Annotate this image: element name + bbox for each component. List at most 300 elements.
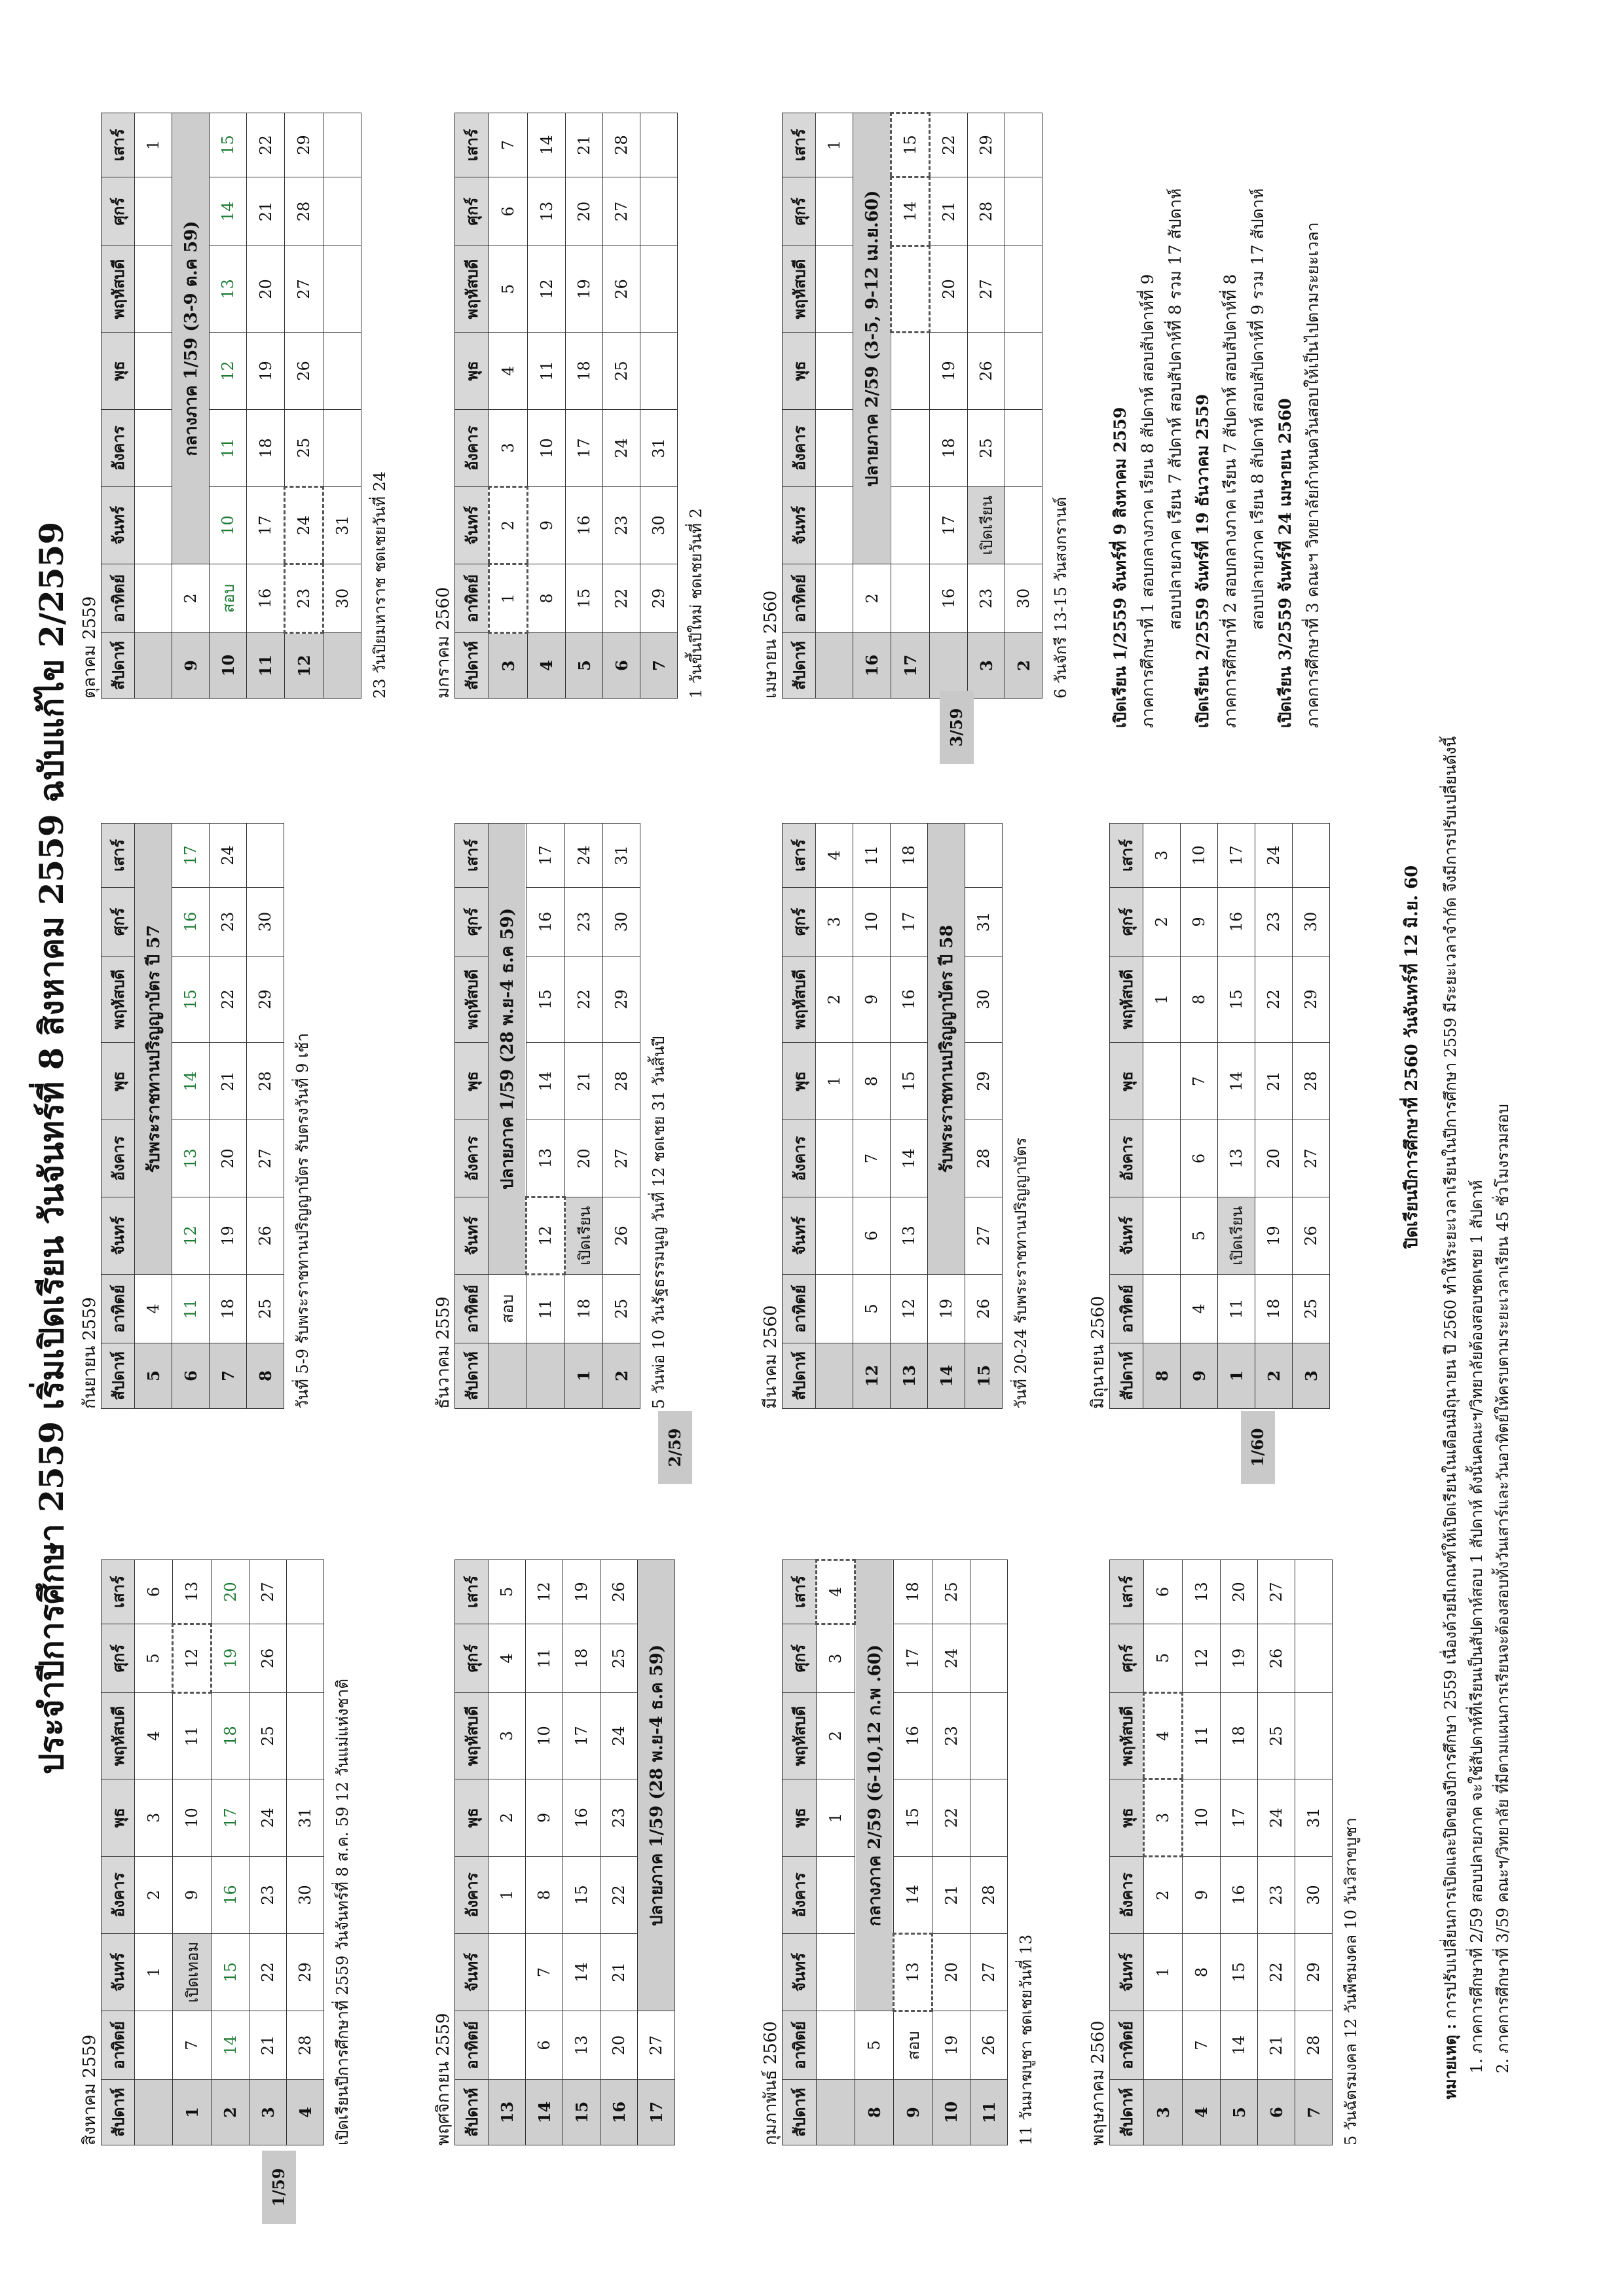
- day-cell: 30: [247, 888, 284, 957]
- day-cell: [135, 177, 172, 246]
- day-cell: 29: [965, 1043, 1003, 1120]
- day-header: พุธ: [101, 1779, 135, 1857]
- week-row: [928, 824, 965, 1409]
- day-header: เสาร์: [783, 824, 816, 888]
- day-cell: 20: [1255, 1120, 1293, 1197]
- day-cell: 6: [526, 2011, 563, 2080]
- week-number: 11: [247, 633, 285, 699]
- day-cell: 9: [173, 1857, 212, 1934]
- week-number: 8: [247, 1343, 284, 1409]
- day-cell: [1143, 1197, 1181, 1275]
- day-cell: [965, 824, 1003, 888]
- day-cell: 19: [563, 1560, 600, 1624]
- day-cell: 1: [1143, 957, 1181, 1043]
- day-header: อาทิตย์: [1110, 2011, 1144, 2080]
- day-header: อาทิตย์: [783, 1275, 816, 1343]
- day-cell: 22: [247, 113, 285, 177]
- day-cell: 20: [932, 1934, 970, 2011]
- day-cell: 22: [930, 113, 968, 177]
- day-cell: 31: [1295, 1779, 1333, 1857]
- day-header: จันทร์: [101, 487, 135, 564]
- day-cell: 15: [894, 1779, 932, 1857]
- week-number: 4: [287, 2080, 324, 2145]
- day-cell: 28: [968, 177, 1005, 246]
- day-cell: 14: [526, 1043, 565, 1120]
- day-cell: 2: [816, 957, 853, 1043]
- day-cell: [323, 333, 361, 410]
- day-cell: 26: [249, 1624, 287, 1693]
- day-cell: 24: [1255, 824, 1293, 888]
- day-cell: 14: [210, 177, 247, 246]
- day-cell: 18: [566, 333, 603, 410]
- day-cell: [323, 177, 361, 246]
- day-cell: [323, 246, 361, 333]
- day-cell: 13: [528, 177, 566, 246]
- week-number: [135, 2080, 173, 2145]
- month-calendar: [760, 823, 1033, 1409]
- week-row: [489, 113, 528, 699]
- day-cell: 30: [965, 957, 1003, 1043]
- day-cell: สอบ: [894, 2011, 932, 2080]
- week-number: 6: [1258, 2080, 1295, 2145]
- day-cell: 1: [135, 113, 172, 177]
- day-cell: 7: [1183, 2011, 1221, 2080]
- week-row: [210, 113, 247, 699]
- day-cell: [816, 1197, 853, 1275]
- day-header: จันทร์: [101, 1934, 135, 2011]
- week-row: [603, 113, 640, 699]
- day-header: ศุกร์: [1110, 1624, 1144, 1693]
- day-cell: 23: [603, 487, 640, 564]
- day-cell: 12: [1183, 1624, 1221, 1693]
- day-header: สัปดาห์: [101, 2080, 135, 2145]
- day-cell: [970, 1693, 1008, 1779]
- day-cell: 2: [489, 1779, 526, 1857]
- week-row: [287, 1560, 324, 2145]
- day-cell: 27: [965, 1197, 1003, 1275]
- day-header: สัปดาห์: [1110, 1343, 1143, 1409]
- note-line: 2. ภาคการศึกษาที่ 3/59 คณะฯ/วิทยาลัย ที่มีตามแผนการเรียนจะต้องสอบทั้งวันเสาร์และวันอาทิตย์ให้ครบตามระยะเวลาเรียน 45 ชั่วโมงรวมสอบ: [1494, 1104, 1512, 2073]
- day-cell: [287, 1560, 324, 1624]
- day-cell: 4: [489, 1624, 526, 1693]
- day-cell: 18: [930, 410, 968, 487]
- day-cell: 11: [1183, 1693, 1221, 1779]
- day-cell: 24: [210, 824, 247, 888]
- day-cell: 30: [1293, 888, 1330, 957]
- day-cell: 5: [1181, 1197, 1218, 1275]
- day-header: เสาร์: [101, 824, 135, 888]
- day-cell: 28: [965, 1120, 1003, 1197]
- day-cell: 11: [526, 1275, 565, 1343]
- day-cell: [817, 1857, 855, 1934]
- week-number: 3: [489, 633, 528, 699]
- note-line: การปรับเปลี่ยนการเปิดและปิดของปีการศึกษา 2559 เนื่องด้วยมีเกณฑ์ให้เปิดเรียนในเดือนมิถุนายน ปี 2560 ทำให้ระยะเวลาเรียนในปีการศึกษา 2559 มีระยะเวลาจำกัด จึงมีการปรับเปลี่ยนดังนี้: [1441, 736, 1460, 2019]
- week-number: 11: [970, 2080, 1008, 2145]
- day-cell: 3: [817, 1624, 855, 1693]
- day-cell: 25: [603, 1275, 640, 1343]
- day-header: อาทิตย์: [455, 564, 489, 633]
- day-cell: [640, 177, 678, 246]
- week-row: [965, 824, 1003, 1409]
- day-cell: 31: [287, 1779, 324, 1857]
- week-number: 15: [563, 2080, 600, 2145]
- day-header: พฤหัสบดี: [455, 246, 489, 333]
- week-number: 14: [526, 2080, 563, 2145]
- day-cell: 7: [853, 1120, 891, 1197]
- day-cell: 16: [930, 564, 968, 633]
- day-cell: 6: [489, 177, 528, 246]
- day-header: สัปดาห์: [101, 1343, 135, 1409]
- day-cell: 1: [816, 1043, 853, 1120]
- notes-label: หมายเหตุ :: [1441, 2023, 1460, 2100]
- day-cell: 28: [603, 113, 640, 177]
- day-cell: 14: [563, 1934, 600, 2011]
- day-header: ศุกร์: [455, 1624, 489, 1693]
- day-cell: 21: [249, 2011, 287, 2080]
- day-cell: สอบ: [489, 1275, 526, 1343]
- day-header: เสาร์: [455, 113, 489, 177]
- day-header: ศุกร์: [1110, 888, 1143, 957]
- month-table: [454, 823, 640, 1409]
- week-number: [816, 1343, 853, 1409]
- day-cell: 21: [1255, 1043, 1293, 1120]
- day-cell: 4: [816, 824, 853, 888]
- day-cell: 5: [855, 2011, 894, 2080]
- day-header: อังคาร: [783, 1120, 816, 1197]
- day-cell: [640, 246, 678, 333]
- day-cell: 15: [891, 1043, 928, 1120]
- day-cell: [1005, 246, 1043, 333]
- day-header: พุธ: [1110, 1779, 1144, 1857]
- day-cell: 26: [600, 1560, 638, 1624]
- day-cell: 27: [249, 1560, 287, 1624]
- week-row: [528, 113, 566, 699]
- day-cell: 25: [603, 333, 640, 410]
- month-note: 1 วันขึ้นปีใหม่ ชดเชยวันที่ 2: [687, 508, 705, 699]
- week-row: [1144, 1560, 1183, 2145]
- day-cell: 13: [172, 1120, 210, 1197]
- week-row: [489, 1560, 526, 2145]
- day-cell: 22: [249, 1934, 287, 2011]
- day-cell: 18: [212, 1693, 249, 1779]
- week-row: [173, 1560, 212, 2145]
- day-cell: 25: [600, 1624, 638, 1693]
- week-row: [638, 1560, 675, 2145]
- day-cell: 6: [853, 1197, 891, 1275]
- day-cell: 23: [968, 564, 1005, 633]
- day-cell: 24: [603, 410, 640, 487]
- day-cell: 4: [1144, 1693, 1183, 1779]
- event-band: รับพระราชทานปริญญาบัตร ปี 58: [928, 824, 965, 1275]
- day-cell: 19: [247, 333, 285, 410]
- day-cell: [816, 487, 853, 564]
- month-calendar: [1087, 1559, 1363, 2145]
- day-header: ศุกร์: [783, 888, 816, 957]
- day-header: จันทร์: [455, 1197, 489, 1275]
- week-number: 7: [640, 633, 678, 699]
- week-number: [489, 1343, 526, 1409]
- day-header: พุธ: [1110, 1043, 1143, 1120]
- day-cell: 23: [565, 888, 603, 957]
- day-cell: 31: [603, 824, 640, 888]
- week-row: [172, 824, 210, 1409]
- month-table: [454, 1559, 675, 2145]
- day-cell: 12: [172, 1197, 210, 1275]
- day-cell: 7: [489, 113, 528, 177]
- week-row: [1143, 824, 1181, 1409]
- day-cell: 19: [932, 2011, 970, 2080]
- week-number: 12: [285, 633, 323, 699]
- week-number: 7: [210, 1343, 247, 1409]
- day-cell: [287, 1624, 324, 1693]
- day-cell: [135, 487, 172, 564]
- week-number: [817, 2080, 855, 2145]
- day-cell: 18: [563, 1624, 600, 1693]
- day-cell: 4: [1181, 1275, 1218, 1343]
- week-row: [891, 824, 928, 1409]
- day-header: เสาร์: [101, 1560, 135, 1624]
- day-cell: 23: [932, 1693, 970, 1779]
- day-header: พุธ: [783, 1779, 817, 1857]
- day-cell: 19: [928, 1275, 965, 1343]
- week-number: 6: [172, 1343, 210, 1409]
- day-cell: 10: [528, 410, 566, 487]
- day-cell: 26: [247, 1197, 284, 1275]
- day-cell: 4: [817, 1560, 855, 1624]
- month-calendar: [432, 1559, 675, 2145]
- day-cell: [816, 1275, 853, 1343]
- day-cell: 18: [894, 1560, 932, 1624]
- week-number: 3: [249, 2080, 287, 2145]
- day-cell: 16: [526, 888, 565, 957]
- day-header: อาทิตย์: [101, 564, 135, 633]
- day-cell: 21: [565, 1043, 603, 1120]
- day-cell: 1: [135, 1934, 173, 2011]
- day-cell: 20: [930, 246, 968, 333]
- day-cell: 26: [1293, 1197, 1330, 1275]
- month-name: มกราคม 2560: [434, 587, 453, 699]
- month-name: สิงหาคม 2559: [80, 2034, 100, 2145]
- day-cell: [135, 564, 172, 633]
- day-cell: 17: [1221, 1779, 1258, 1857]
- day-cell: 28: [603, 1043, 640, 1120]
- day-cell: 3: [816, 888, 853, 957]
- month-calendar: [1087, 823, 1330, 1409]
- day-cell: 15: [891, 113, 930, 177]
- day-cell: 15: [526, 957, 565, 1043]
- day-cell: 13: [1218, 1120, 1255, 1197]
- day-cell: 24: [600, 1693, 638, 1779]
- day-cell: 30: [603, 888, 640, 957]
- day-cell: [816, 1120, 853, 1197]
- day-cell: 25: [932, 1560, 970, 1624]
- month-name: ตุลาคม 2559: [80, 596, 100, 699]
- day-cell: 22: [603, 564, 640, 633]
- day-header: พุธ: [783, 1043, 816, 1120]
- day-cell: [247, 824, 284, 888]
- day-cell: 29: [603, 957, 640, 1043]
- week-row: [1295, 1560, 1333, 2145]
- day-cell: 24: [1258, 1779, 1295, 1857]
- day-cell: 16: [566, 487, 603, 564]
- month-name: ธันวาคม 2559: [434, 1296, 453, 1409]
- day-header: จันทร์: [455, 487, 489, 564]
- day-header: อังคาร: [455, 1120, 489, 1197]
- day-header: เสาร์: [455, 824, 489, 888]
- day-cell: 15: [172, 957, 210, 1043]
- day-cell: 22: [565, 957, 603, 1043]
- week-row: [930, 113, 968, 699]
- day-header: เสาร์: [455, 1560, 489, 1624]
- day-cell: 3: [135, 1779, 173, 1857]
- month-name: พฤษภาคม 2560: [1088, 2020, 1108, 2145]
- week-number: [816, 633, 853, 699]
- day-cell: [1005, 113, 1043, 177]
- month-calendar: [79, 1559, 355, 2145]
- day-header: ศุกร์: [455, 888, 489, 957]
- day-cell: 26: [970, 2011, 1008, 2080]
- day-cell: [816, 564, 853, 633]
- day-cell: 3: [1144, 1779, 1183, 1857]
- day-cell: 27: [1293, 1120, 1330, 1197]
- week-row: [323, 113, 361, 699]
- day-cell: 14: [172, 1043, 210, 1120]
- day-cell: 17: [563, 1693, 600, 1779]
- month-note: 23 วันปิยมหาราช ชดเชยวันที่ 24: [371, 471, 389, 699]
- day-header: อาทิตย์: [101, 2011, 135, 2080]
- event-band: ปลายภาค 1/59 (28 พ.ย-4 ธ.ค 59): [489, 824, 526, 1275]
- day-cell: [1005, 487, 1043, 564]
- day-header: อาทิตย์: [455, 2011, 489, 2080]
- day-cell: 21: [210, 1043, 247, 1120]
- week-row: [526, 824, 565, 1409]
- week-number: 9: [894, 2080, 932, 2145]
- event-band: ปลายภาค 1/59 (28 พ.ย-4 ธ.ค 59): [638, 1560, 675, 2011]
- week-row: [565, 824, 603, 1409]
- month-note: 5 วันฉัตรมงคล 12 วันพืชมงคล 10 วันวิสาขบูชา: [1342, 1817, 1360, 2145]
- day-cell: 23: [1255, 888, 1293, 957]
- week-row: [135, 824, 172, 1409]
- day-cell: 27: [968, 246, 1005, 333]
- week-row: [566, 113, 603, 699]
- day-cell: 23: [1258, 1857, 1295, 1934]
- day-cell: 17: [930, 487, 968, 564]
- day-cell: 28: [1295, 2011, 1333, 2080]
- day-cell: 22: [1255, 957, 1293, 1043]
- day-header: เสาร์: [101, 113, 135, 177]
- day-cell: [135, 2011, 173, 2080]
- week-row: [526, 1560, 563, 2145]
- day-cell: [970, 1624, 1008, 1693]
- day-header: พฤหัสบดี: [1110, 957, 1143, 1043]
- day-cell: 12: [526, 1197, 565, 1275]
- day-cell: 27: [603, 1120, 640, 1197]
- day-cell: 5: [1144, 1624, 1183, 1693]
- day-cell: 23: [249, 1857, 287, 1934]
- day-cell: [891, 333, 930, 410]
- day-cell: 13: [210, 246, 247, 333]
- day-cell: 11: [210, 410, 247, 487]
- month-name: พฤศจิกายน 2559: [434, 2013, 453, 2145]
- day-cell: 10: [173, 1779, 212, 1857]
- day-cell: 22: [932, 1779, 970, 1857]
- day-cell: 29: [640, 564, 678, 633]
- day-cell: [1143, 1275, 1181, 1343]
- week-number: 10: [932, 2080, 970, 2145]
- month-calendar: [79, 113, 392, 699]
- week-number: 2: [1255, 1343, 1293, 1409]
- week-number: [526, 1343, 565, 1409]
- day-cell: 26: [603, 1197, 640, 1275]
- week-row: [968, 113, 1005, 699]
- day-cell: 27: [603, 177, 640, 246]
- day-cell: 7: [1181, 1043, 1218, 1120]
- day-cell: 1: [489, 1857, 526, 1934]
- week-row: [853, 113, 891, 699]
- semester-tag: 1/59: [262, 2151, 296, 2224]
- day-header: สัปดาห์: [783, 633, 816, 699]
- month-table: [454, 113, 678, 699]
- day-cell: 7: [173, 2011, 212, 2080]
- day-cell: เปิดเทอม: [173, 1934, 212, 2011]
- day-cell: 18: [891, 824, 928, 888]
- day-cell: [489, 1934, 526, 2011]
- day-cell: 5: [489, 1560, 526, 1624]
- day-cell: 11: [528, 333, 566, 410]
- week-number: 14: [928, 1343, 965, 1409]
- day-header: ศุกร์: [455, 177, 489, 246]
- month-name: มีนาคม 2560: [761, 1305, 781, 1409]
- day-cell: [891, 487, 930, 564]
- day-header: ศุกร์: [783, 1624, 817, 1693]
- week-number: 5: [1221, 2080, 1258, 2145]
- week-row: [1293, 824, 1330, 1409]
- day-cell: 17: [1218, 824, 1255, 888]
- week-row: [970, 1560, 1008, 2145]
- note-line: 1. ภาคการศึกษาที่ 2/59 สอบปลายภาค จะใช้สัปดาห์ที่เรียนเป็นสัปดาห์สอบ 1 สัปดาห์ ดังนั้นคณะฯ/วิทยาลัยต้องสอบชดเชย 1 สัปดาห์: [1467, 1180, 1486, 2073]
- day-header: สัปดาห์: [455, 1343, 489, 1409]
- day-cell: 29: [247, 957, 284, 1043]
- day-header: อังคาร: [455, 410, 489, 487]
- day-cell: 15: [1218, 957, 1255, 1043]
- day-cell: เปิดเรียน: [968, 487, 1005, 564]
- month-note: วันที่ 20-24 รับพระราชทานปริญญาบัตร: [1012, 1137, 1030, 1409]
- day-cell: 3: [1143, 824, 1181, 888]
- week-row: [249, 1560, 287, 2145]
- day-header: พุธ: [455, 333, 489, 410]
- day-header: พฤหัสบดี: [101, 957, 135, 1043]
- event-band: ปลายภาค 2/59 (3-5, 9-12 เม.ย.60): [853, 113, 891, 564]
- day-cell: 25: [968, 410, 1005, 487]
- day-cell: 13: [563, 2011, 600, 2080]
- semester-tag: 2/59: [658, 1411, 692, 1484]
- month-table: [782, 112, 1043, 699]
- day-header: อังคาร: [101, 1857, 135, 1934]
- week-row: [285, 113, 323, 699]
- week-row: [816, 824, 853, 1409]
- day-header: พฤหัสบดี: [1110, 1693, 1144, 1779]
- remark-line: ภาคการศึกษาที่ 3 คณะฯ วิทยาลัยกำหนดวันสอบให้เป็นไปตามระยะเวลา: [1303, 222, 1322, 728]
- week-row: [212, 1560, 249, 2145]
- day-cell: 8: [853, 1043, 891, 1120]
- day-header: จันทร์: [1110, 1934, 1144, 2011]
- day-cell: 20: [212, 1560, 249, 1624]
- day-cell: 27: [285, 246, 323, 333]
- day-cell: [816, 177, 853, 246]
- day-cell: 23: [285, 564, 323, 633]
- day-cell: 28: [1293, 1043, 1330, 1120]
- day-header: จันทร์: [783, 487, 816, 564]
